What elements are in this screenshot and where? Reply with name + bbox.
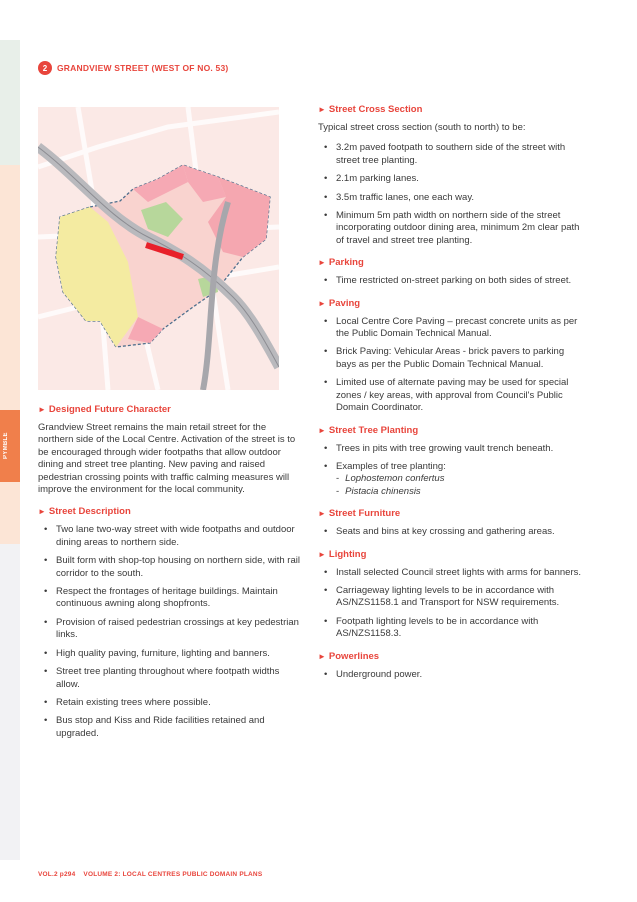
list-item: • Street tree planting throughout where footpath widths allow.	[44, 666, 280, 690]
list-item: • Respect the frontages of heritage buildings. Maintain continuous awning along shopfronts.	[44, 586, 278, 610]
parking-list	[318, 275, 586, 287]
location-map	[38, 107, 279, 390]
character-heading: ► Designed Future Character	[38, 404, 171, 415]
list-item: • Brick Paving: Vehicular Areas - brick pavers to parking bays as per the Public Domain Technical Manual.	[324, 346, 565, 370]
arrow-icon: ►	[318, 425, 326, 435]
arrow-icon: ►	[38, 507, 46, 517]
list-item: • Built form with shop-top housing on northern side, with rail corridor to the south.	[44, 555, 300, 579]
list-item: • Retain existing trees where possible.	[44, 696, 211, 708]
list-item: • Install selected Council street lights with arms for banners.	[324, 566, 581, 578]
list-item: • 2.1m parking lanes.	[324, 173, 419, 185]
tree-planting-heading: ► Street Tree Planting	[318, 424, 419, 436]
street-description-heading: ► Street Description	[38, 506, 131, 518]
list-item: • Seats and bins at key crossing and gathering areas.	[324, 526, 555, 538]
character-text: Grandview Street remains the main retail street for the northern side of the Local Centre. Activation of the street is to be encouraged through wider footpaths that allow outdoor dining and street tree planting. New paving and raised pedestrian crossing points with traffic calming measures will improve the environment for the local community.	[38, 422, 296, 496]
footer-page-number: VOL.2 p294	[38, 871, 76, 878]
edge-tab-4	[0, 482, 20, 544]
list-item: • 3.5m traffic lanes, one each way.	[324, 191, 475, 203]
section-number-badge: 2	[38, 61, 52, 75]
list-item: • High quality paving, furniture, lighting and banners.	[44, 647, 270, 659]
street-description-list	[38, 524, 302, 740]
list-item: • Local Centre Core Paving – precast concrete units as per the Public Domain Technical Manual.	[324, 315, 578, 340]
arrow-icon: ►	[318, 258, 326, 268]
list-item: • Two lane two-way street with wide footpaths and outdoor dining areas to northern side.	[44, 524, 295, 548]
lighting-list	[318, 567, 586, 641]
tree-species: - Pistacia chinensis	[336, 485, 421, 497]
cross-section-list	[318, 142, 586, 247]
edge-tab-5	[0, 544, 20, 860]
tree-planting-list	[318, 443, 586, 499]
list-item: • 3.2m paved footpath to southern side of the street with street tree planting.	[324, 142, 566, 166]
cross-section-heading: ► Street Cross Section	[318, 104, 423, 115]
list-item: • Underground power.	[324, 668, 423, 680]
left-column	[38, 404, 302, 750]
parking-heading: ► Parking	[318, 257, 364, 269]
list-item: • Trees in pits with tree growing vault trench beneath.	[324, 442, 554, 454]
furniture-heading: ► Street Furniture	[318, 508, 401, 520]
section-title: GRANDVIEW STREET (WEST OF NO. 53)	[57, 63, 229, 73]
side-tab-label: PYMBLE	[3, 432, 9, 460]
paving-heading: ► Paving	[318, 297, 361, 309]
arrow-icon: ►	[318, 105, 326, 114]
arrow-icon: ►	[38, 405, 46, 414]
edge-tab-2	[0, 165, 20, 410]
paving-list	[318, 316, 586, 415]
list-item: • Footpath lighting levels to be in accordance with AS/NZS1158.3.	[324, 615, 539, 640]
list-item: • Bus stop and Kiss and Ride facilities retained and upgraded.	[44, 715, 265, 739]
list-item: • Provision of raised pedestrian crossings at key pedestrian links.	[44, 616, 299, 641]
right-column	[318, 104, 586, 691]
edge-tab-1	[0, 40, 20, 165]
arrow-icon: ►	[318, 298, 326, 308]
furniture-list	[318, 526, 586, 538]
list-item: • Carriageway lighting levels to be in accordance with AS/NZS1158.1 and Transport for NSW requirements.	[324, 584, 560, 609]
list-item: • Limited use of alternate paving may be used for special zones / key areas, with approval from Council's Public Domain Coordinator.	[324, 377, 569, 414]
powerlines-list	[318, 669, 586, 681]
list-item: • Minimum 5m path width on northern side of the street incorporating outdoor dining area, minimum 2m clear path of travel and street tree planting.	[324, 210, 580, 246]
list-item: • Time restricted on-street parking on both sides of street.	[324, 275, 572, 287]
tree-species: - Lophostemon confertus	[336, 473, 445, 485]
powerlines-heading: ► Powerlines	[318, 650, 380, 662]
lighting-heading: ► Lighting	[318, 548, 367, 560]
arrow-icon: ►	[318, 509, 326, 519]
footer-title: VOLUME 2: LOCAL CENTRES PUBLIC DOMAIN PLANS	[83, 871, 263, 878]
cross-section-intro: Typical street cross section (south to north) to be:	[318, 122, 526, 133]
map-graphic	[38, 107, 279, 390]
page-footer	[38, 871, 268, 878]
list-item: • Examples of tree planting: - Lophostemon confertus - Pistacia chinensis	[318, 461, 586, 498]
arrow-icon: ►	[318, 651, 326, 661]
arrow-icon: ►	[318, 549, 326, 559]
section-header	[38, 61, 228, 75]
